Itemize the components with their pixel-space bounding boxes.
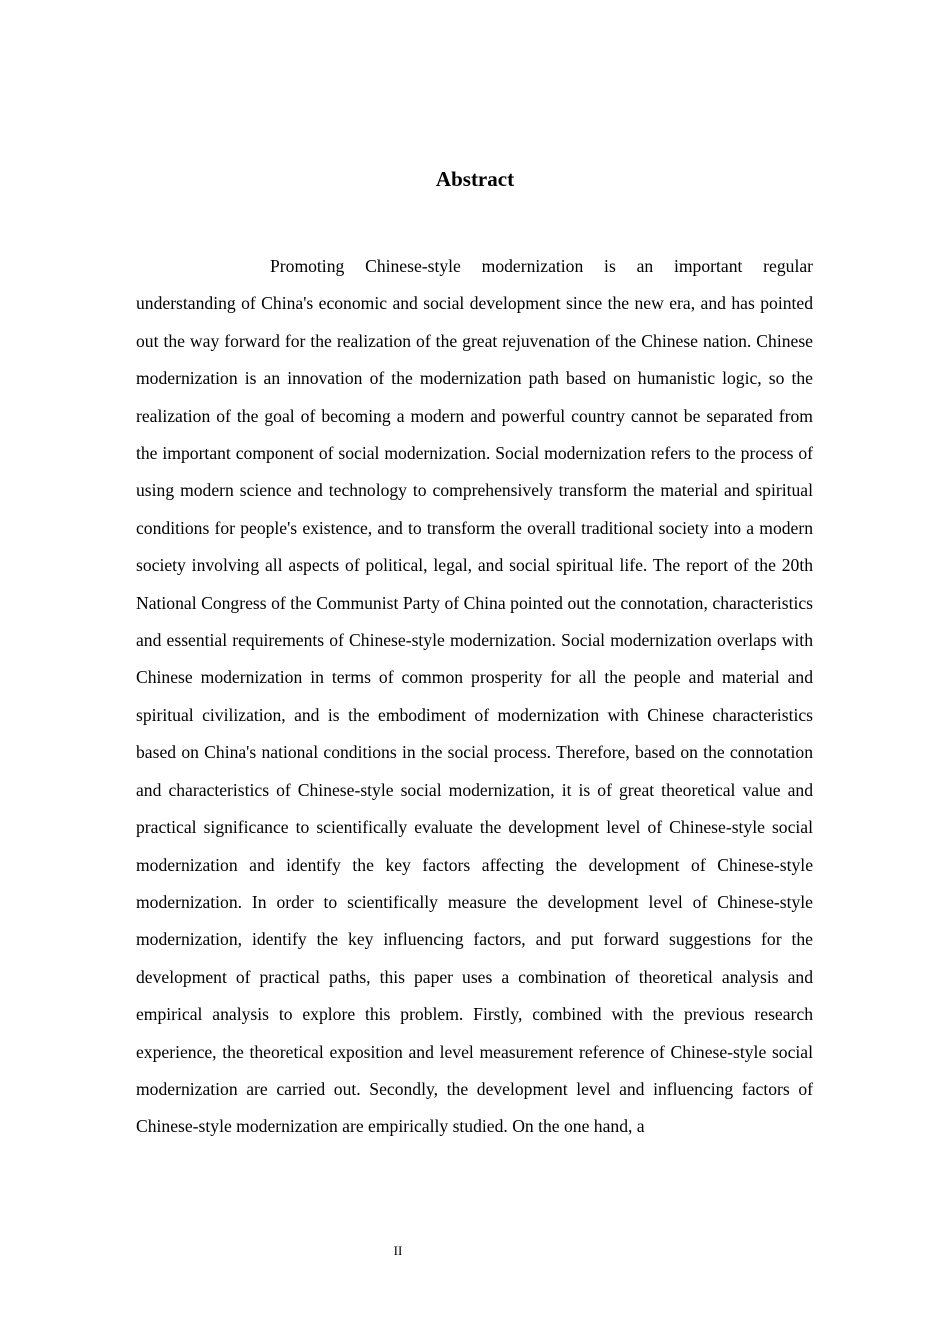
abstract-title: Abstract <box>435 167 515 191</box>
page-number: II <box>393 1243 403 1258</box>
abstract-body-text: Promoting Chinese-style modernization is an important regular understanding of China's economic and social development since the new era, and has pointed out the way forward for the realization of the great rejuvenation of the Chinese nation. Chinese modernization is an innovation of the modernization path based on humanistic logic, so the realization of the goal of becoming a modern and powerful country cannot be separated from the important component of social modernization. Social modernization refers to the process of using modern science and technology to comprehensively transform the material and spiritual conditions for people's existence, and to transform the overall traditional society into a modern society involving all aspects of political, legal, and social spiritual life. The report of the 20th National Congress of the Communist Party of China pointed out the connotation, characteristics and essential requirements of Chinese-style modernization. Social modernization overlaps with Chinese modernization in terms of common prosperity for all the people and material and spiritual civilization, and is the embodiment of modernization with Chinese characteristics based on China's national conditions in the social process. Therefore, based on the connotation and characteristics of Chinese-style social modernization, it is of great theoretical value and practical significance to scientifically evaluate the development level of Chinese-style social modernization and identify the key factors affecting the development of Chinese-style modernization. In order to scientifically measure the development level of Chinese-style modernization, identify the key influencing factors, and put forward suggestions for the development of practical paths, this paper uses a combination of theoretical analysis and empirical analysis to explore this problem. Firstly, combined with the previous research experience, the theoretical exposition and level measurement reference of Chinese-style social modernization are carried out. Secondly, the development level and influencing factors of Chinese-style modernization are empirically studied. On the one hand, a <box>136 256 813 1137</box>
